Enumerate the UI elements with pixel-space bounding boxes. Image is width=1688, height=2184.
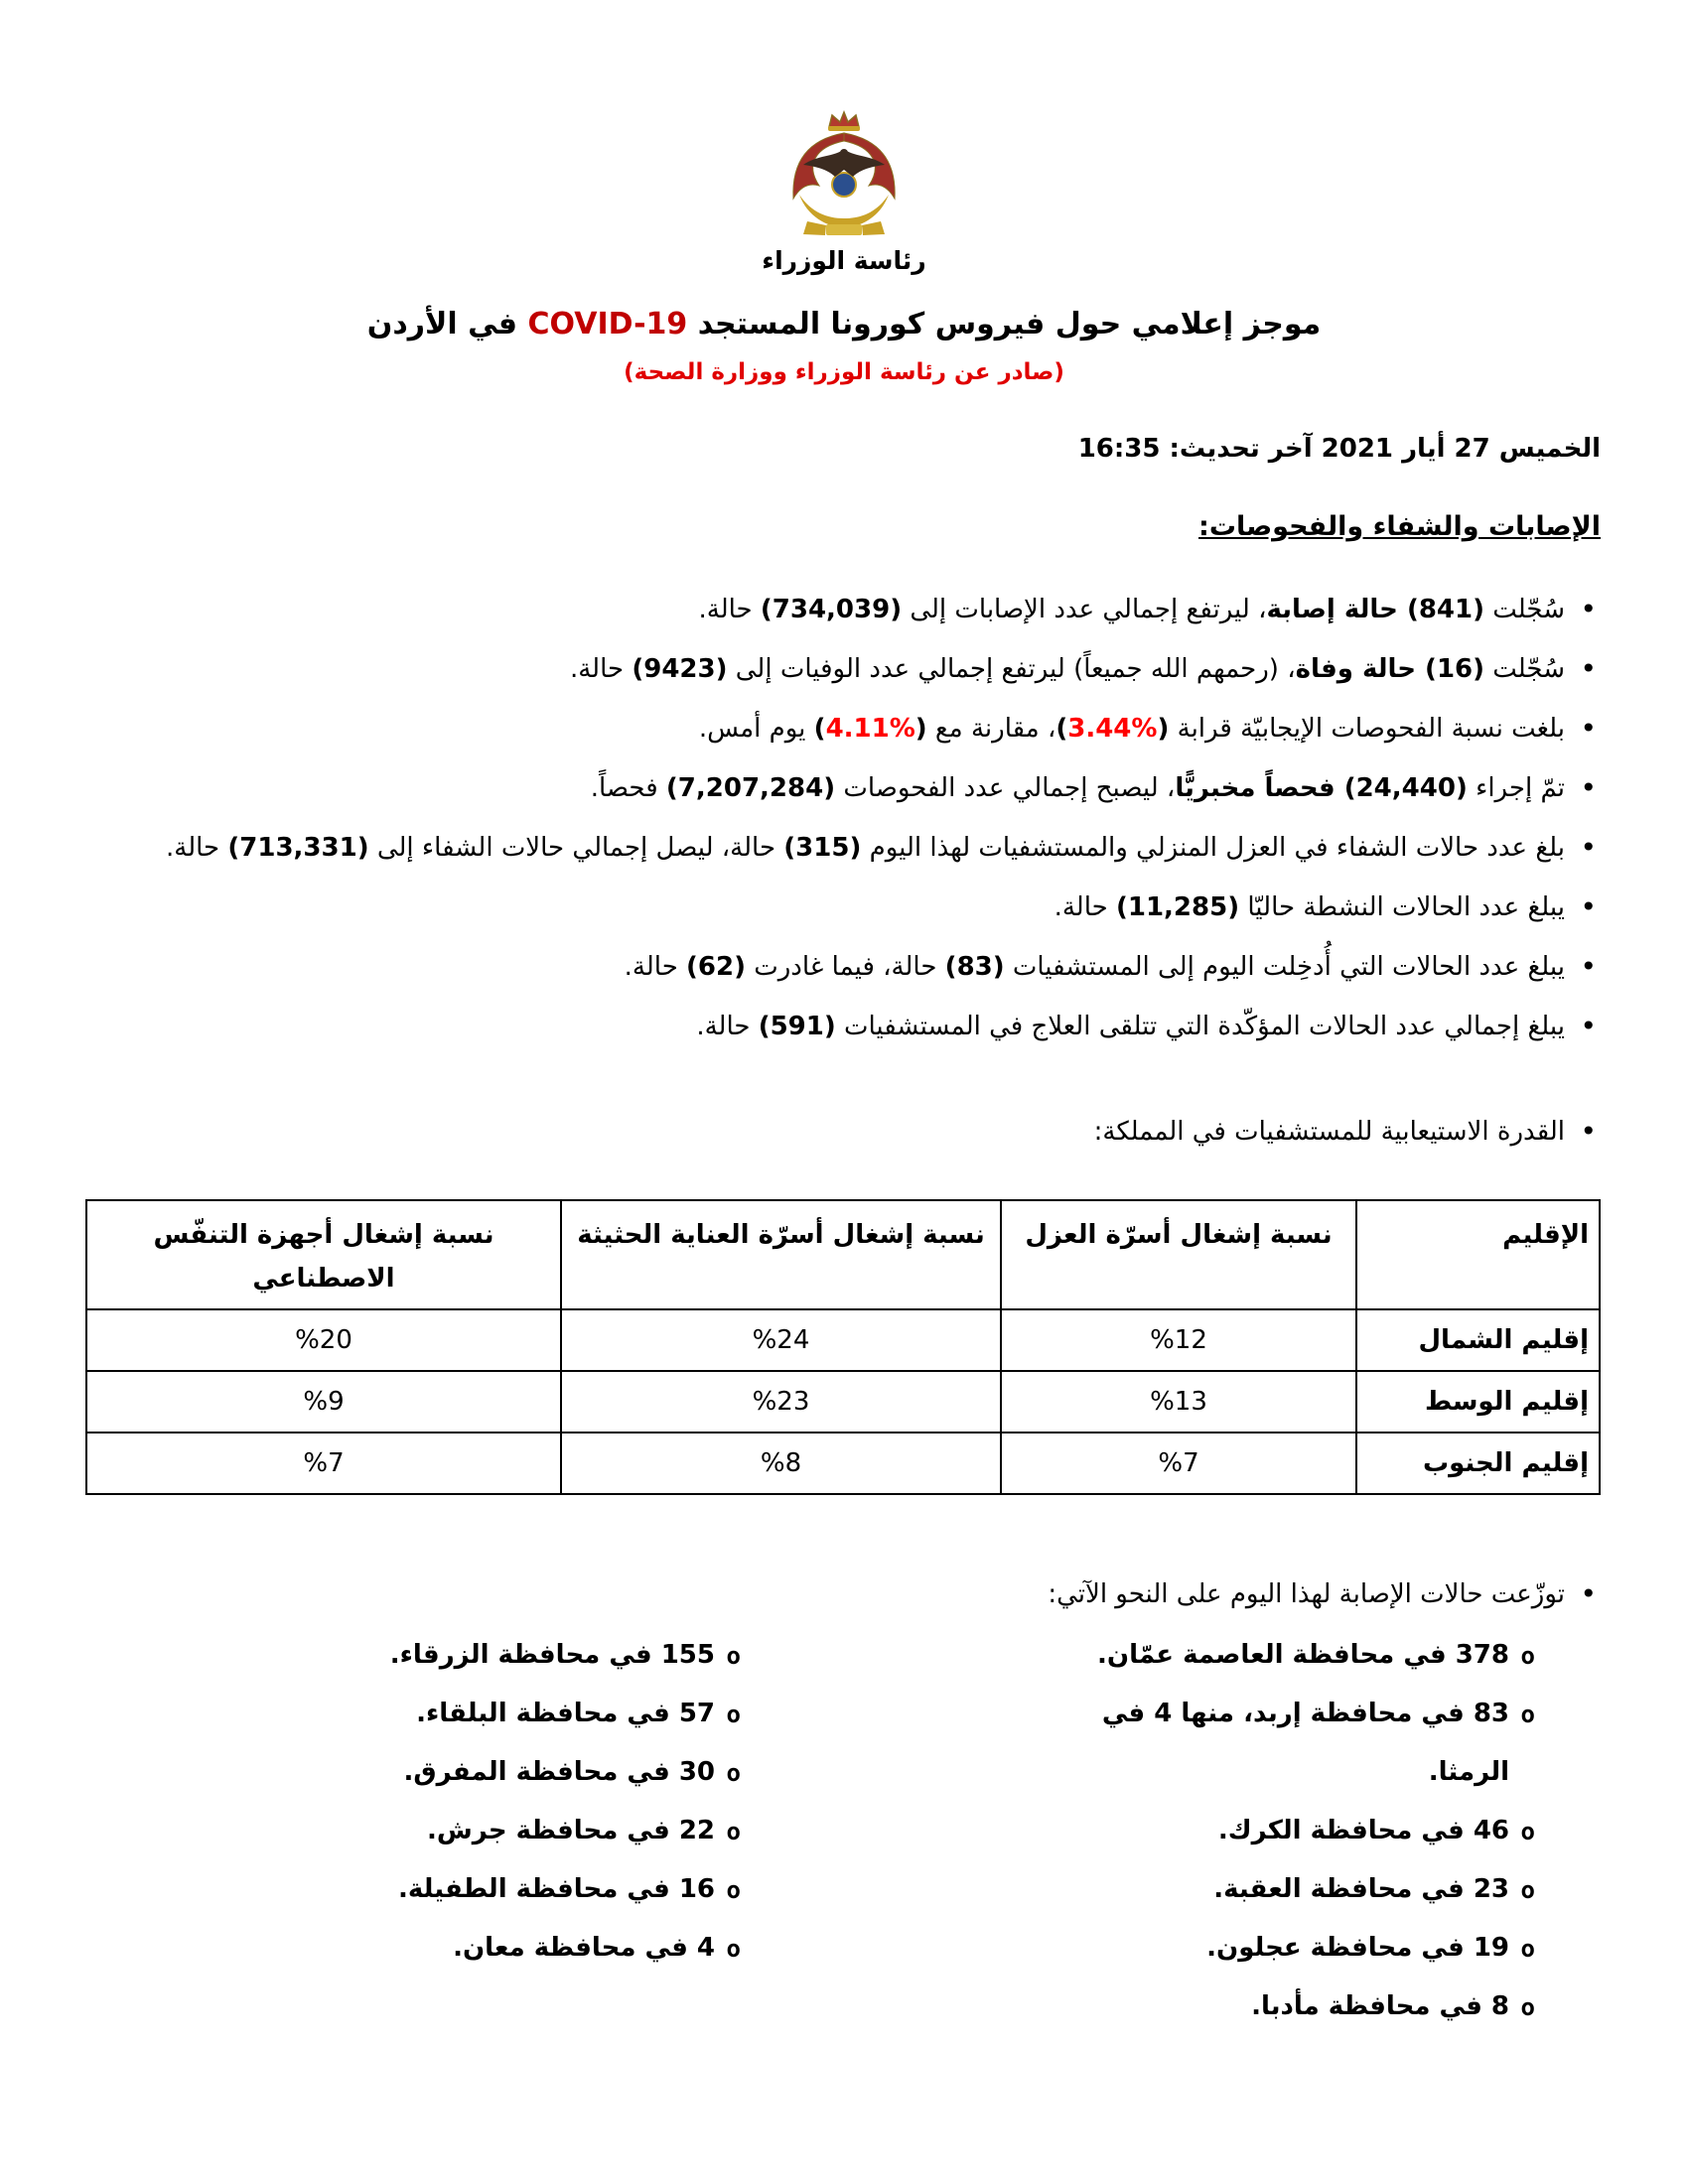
title-prefix: موجز إعلامي حول فيروس كورونا المستجد: [687, 307, 1322, 341]
governorate-case-item: o 22 في محافظة جرش.: [228, 1802, 745, 1860]
text-segment: ، ليرتفع إجمالي عدد الإصابات إلى: [902, 595, 1267, 624]
text-segment: (83): [944, 952, 1005, 982]
capacity-table-cell-ventilators: %9: [86, 1371, 561, 1433]
section-heading: الإصابات والشفاء والفحوصات:: [1198, 511, 1601, 542]
wreath-icon: [799, 195, 889, 227]
governorate-case-item: o 378 في محافظة العاصمة عمّان.: [1043, 1626, 1539, 1685]
governorate-case-item: o 16 في محافظة الطفيلة.: [228, 1860, 745, 1919]
text-segment: حالة، فيما غادرت: [746, 952, 945, 982]
capacity-table-cell-isolation: %12: [1001, 1309, 1356, 1371]
stat-bullet-item: [87, 758, 1601, 818]
capacity-lead-list: [87, 1102, 1601, 1161]
text-segment: حالة.: [698, 595, 761, 624]
distribution-column-right: [1043, 1626, 1539, 2036]
text-segment: (841) حالة إصابة: [1266, 595, 1485, 624]
capacity-table-cell-region: إقليم الشمال: [1356, 1309, 1600, 1371]
capacity-table-header-row: [86, 1200, 1600, 1309]
stat-bullet-item: [87, 699, 1601, 758]
text-segment: بلغت نسبة الفحوصات الإيجابيّة قرابة: [1169, 714, 1565, 744]
globe-icon: [832, 173, 856, 197]
date-line: الخميس 27 أيار 2021 آخر تحديث: 16:35: [1077, 434, 1601, 464]
capacity-table-header: نسبة إشغال أجهزة التنفّس الاصطناعي: [86, 1200, 561, 1309]
stat-bullet-item: [87, 818, 1601, 878]
stat-bullet-item: [87, 878, 1601, 937]
capacity-table-cell-ventilators: %20: [86, 1309, 561, 1371]
capacity-table-body: [86, 1309, 1600, 1494]
governorate-case-item: o 4 في محافظة معان.: [228, 1919, 745, 1978]
text-segment: (713,331): [227, 833, 369, 863]
governorate-case-item: o 19 في محافظة عجلون.: [1043, 1919, 1539, 1978]
text-segment: (24,440) فحصاً مخبريًّا: [1175, 773, 1468, 803]
document-subtitle: (صادر عن رئاسة الوزراء ووزارة الصحة): [624, 359, 1064, 385]
capacity-table-cell-icu: %24: [561, 1309, 1001, 1371]
stat-bullet-item: [87, 580, 1601, 639]
governorate-case-item: o 83 في محافظة إربد، منها 4 في الرمثا.: [1043, 1685, 1539, 1802]
text-segment: (591): [758, 1012, 836, 1041]
text-segment: ، مقارنة مع: [926, 714, 1056, 744]
text-segment: (62): [686, 952, 746, 982]
text-segment: (315): [783, 833, 862, 863]
text-segment: (7,207,284): [665, 773, 836, 803]
logo-block: [87, 0, 1601, 275]
text-segment: (16) حالة وفاة: [1295, 654, 1485, 684]
capacity-table-header: نسبة إشغال أسرّة العناية الحثيثة: [561, 1200, 1001, 1309]
text-segment: حالة.: [569, 654, 633, 684]
text-segment: (: [1157, 714, 1170, 744]
stats-bullet-list: [87, 580, 1601, 1056]
capacity-table-row: [86, 1433, 1600, 1494]
distribution-column-left: [228, 1626, 745, 2036]
text-segment: سُجّلت: [1484, 595, 1565, 624]
crown-icon: [829, 112, 859, 127]
text-segment: سُجّلت: [1484, 654, 1565, 684]
text-segment: بلغ عدد حالات الشفاء في العزل المنزلي والمستشفيات لهذا اليوم: [861, 833, 1565, 863]
text-segment: %4.11: [825, 714, 915, 744]
capacity-table-cell-region: إقليم الوسط: [1356, 1371, 1600, 1433]
distribution-columns: [87, 1626, 1601, 2036]
stat-bullet-item: [87, 639, 1601, 699]
stat-bullet-item: [87, 937, 1601, 997]
text-segment: ، ليصبح إجمالي عدد الفحوصات: [835, 773, 1176, 803]
capacity-table-row: [86, 1371, 1600, 1433]
text-segment: ، (رحمهم الله جميعاً) ليرتفع إجمالي عدد الوفيات إلى: [727, 654, 1296, 684]
logo-calligraphy-caption: رئاسة الوزراء: [762, 246, 926, 275]
text-segment: ): [813, 714, 826, 744]
governorate-case-item: o 30 في محافظة المفرق.: [228, 1743, 745, 1802]
text-segment: (: [914, 714, 927, 744]
text-segment: يوم أمس.: [698, 714, 814, 744]
hospital-capacity-table: [85, 1199, 1601, 1495]
capacity-lead-bullet: • القدرة الاستيعابية للمستشفيات في المملكة:: [87, 1102, 1601, 1161]
text-segment: حالة.: [165, 833, 228, 863]
text-segment: يبلغ إجمالي عدد الحالات المؤكّدة التي تتلقى العلاج في المستشفيات: [835, 1012, 1565, 1041]
text-segment: (734,039): [760, 595, 903, 624]
document-title: [87, 305, 1601, 344]
capacity-table-cell-isolation: %7: [1001, 1433, 1356, 1494]
text-segment: حالة.: [696, 1012, 759, 1041]
text-segment: %3.44: [1067, 714, 1158, 744]
governorate-case-item: o 23 في محافظة العقبة.: [1043, 1860, 1539, 1919]
text-segment: (9423): [632, 654, 728, 684]
capacity-table-cell-region: إقليم الجنوب: [1356, 1433, 1600, 1494]
capacity-table-header: الإقليم: [1356, 1200, 1600, 1309]
capacity-table-cell-isolation: %13: [1001, 1371, 1356, 1433]
title-covid: COVID-19: [527, 307, 688, 341]
governorate-case-item: o 8 في محافظة مأدبا.: [1043, 1978, 1539, 2036]
capacity-table-row: [86, 1309, 1600, 1371]
governorate-case-item: o 155 في محافظة الزرقاء.: [228, 1626, 745, 1685]
text-segment: حالة، ليصل إجمالي حالات الشفاء إلى: [368, 833, 784, 863]
capacity-table-cell-ventilators: %7: [86, 1433, 561, 1494]
stat-bullet-item: [87, 997, 1601, 1056]
distribution-lead-list: [87, 1565, 1601, 1624]
text-segment: (11,285): [1115, 892, 1240, 922]
distribution-intro-bullet: • توزّعت حالات الإصابة لهذا اليوم على النحو الآتي:: [87, 1565, 1601, 1624]
text-segment: ): [1055, 714, 1068, 744]
capacity-table-cell-icu: %23: [561, 1371, 1001, 1433]
text-segment: حالة.: [1054, 892, 1116, 922]
text-segment: يبلغ عدد الحالات النشطة حاليّا: [1239, 892, 1565, 922]
text-segment: فحصاً.: [590, 773, 666, 803]
text-segment: حالة.: [624, 952, 687, 982]
capacity-table-header: نسبة إشغال أسرّة العزل: [1001, 1200, 1356, 1309]
text-segment: تمّ إجراء: [1467, 773, 1565, 803]
capacity-table-cell-icu: %8: [561, 1433, 1001, 1494]
title-suffix: في الأردن: [366, 307, 528, 341]
governorate-case-item: o 57 في محافظة البلقاء.: [228, 1685, 745, 1743]
text-segment: يبلغ عدد الحالات التي أُدخِلت اليوم إلى المستشفيات: [1004, 952, 1565, 982]
governorate-case-item: o 46 في محافظة الكرك.: [1043, 1802, 1539, 1860]
jordan-coat-of-arms-logo: [770, 107, 918, 238]
